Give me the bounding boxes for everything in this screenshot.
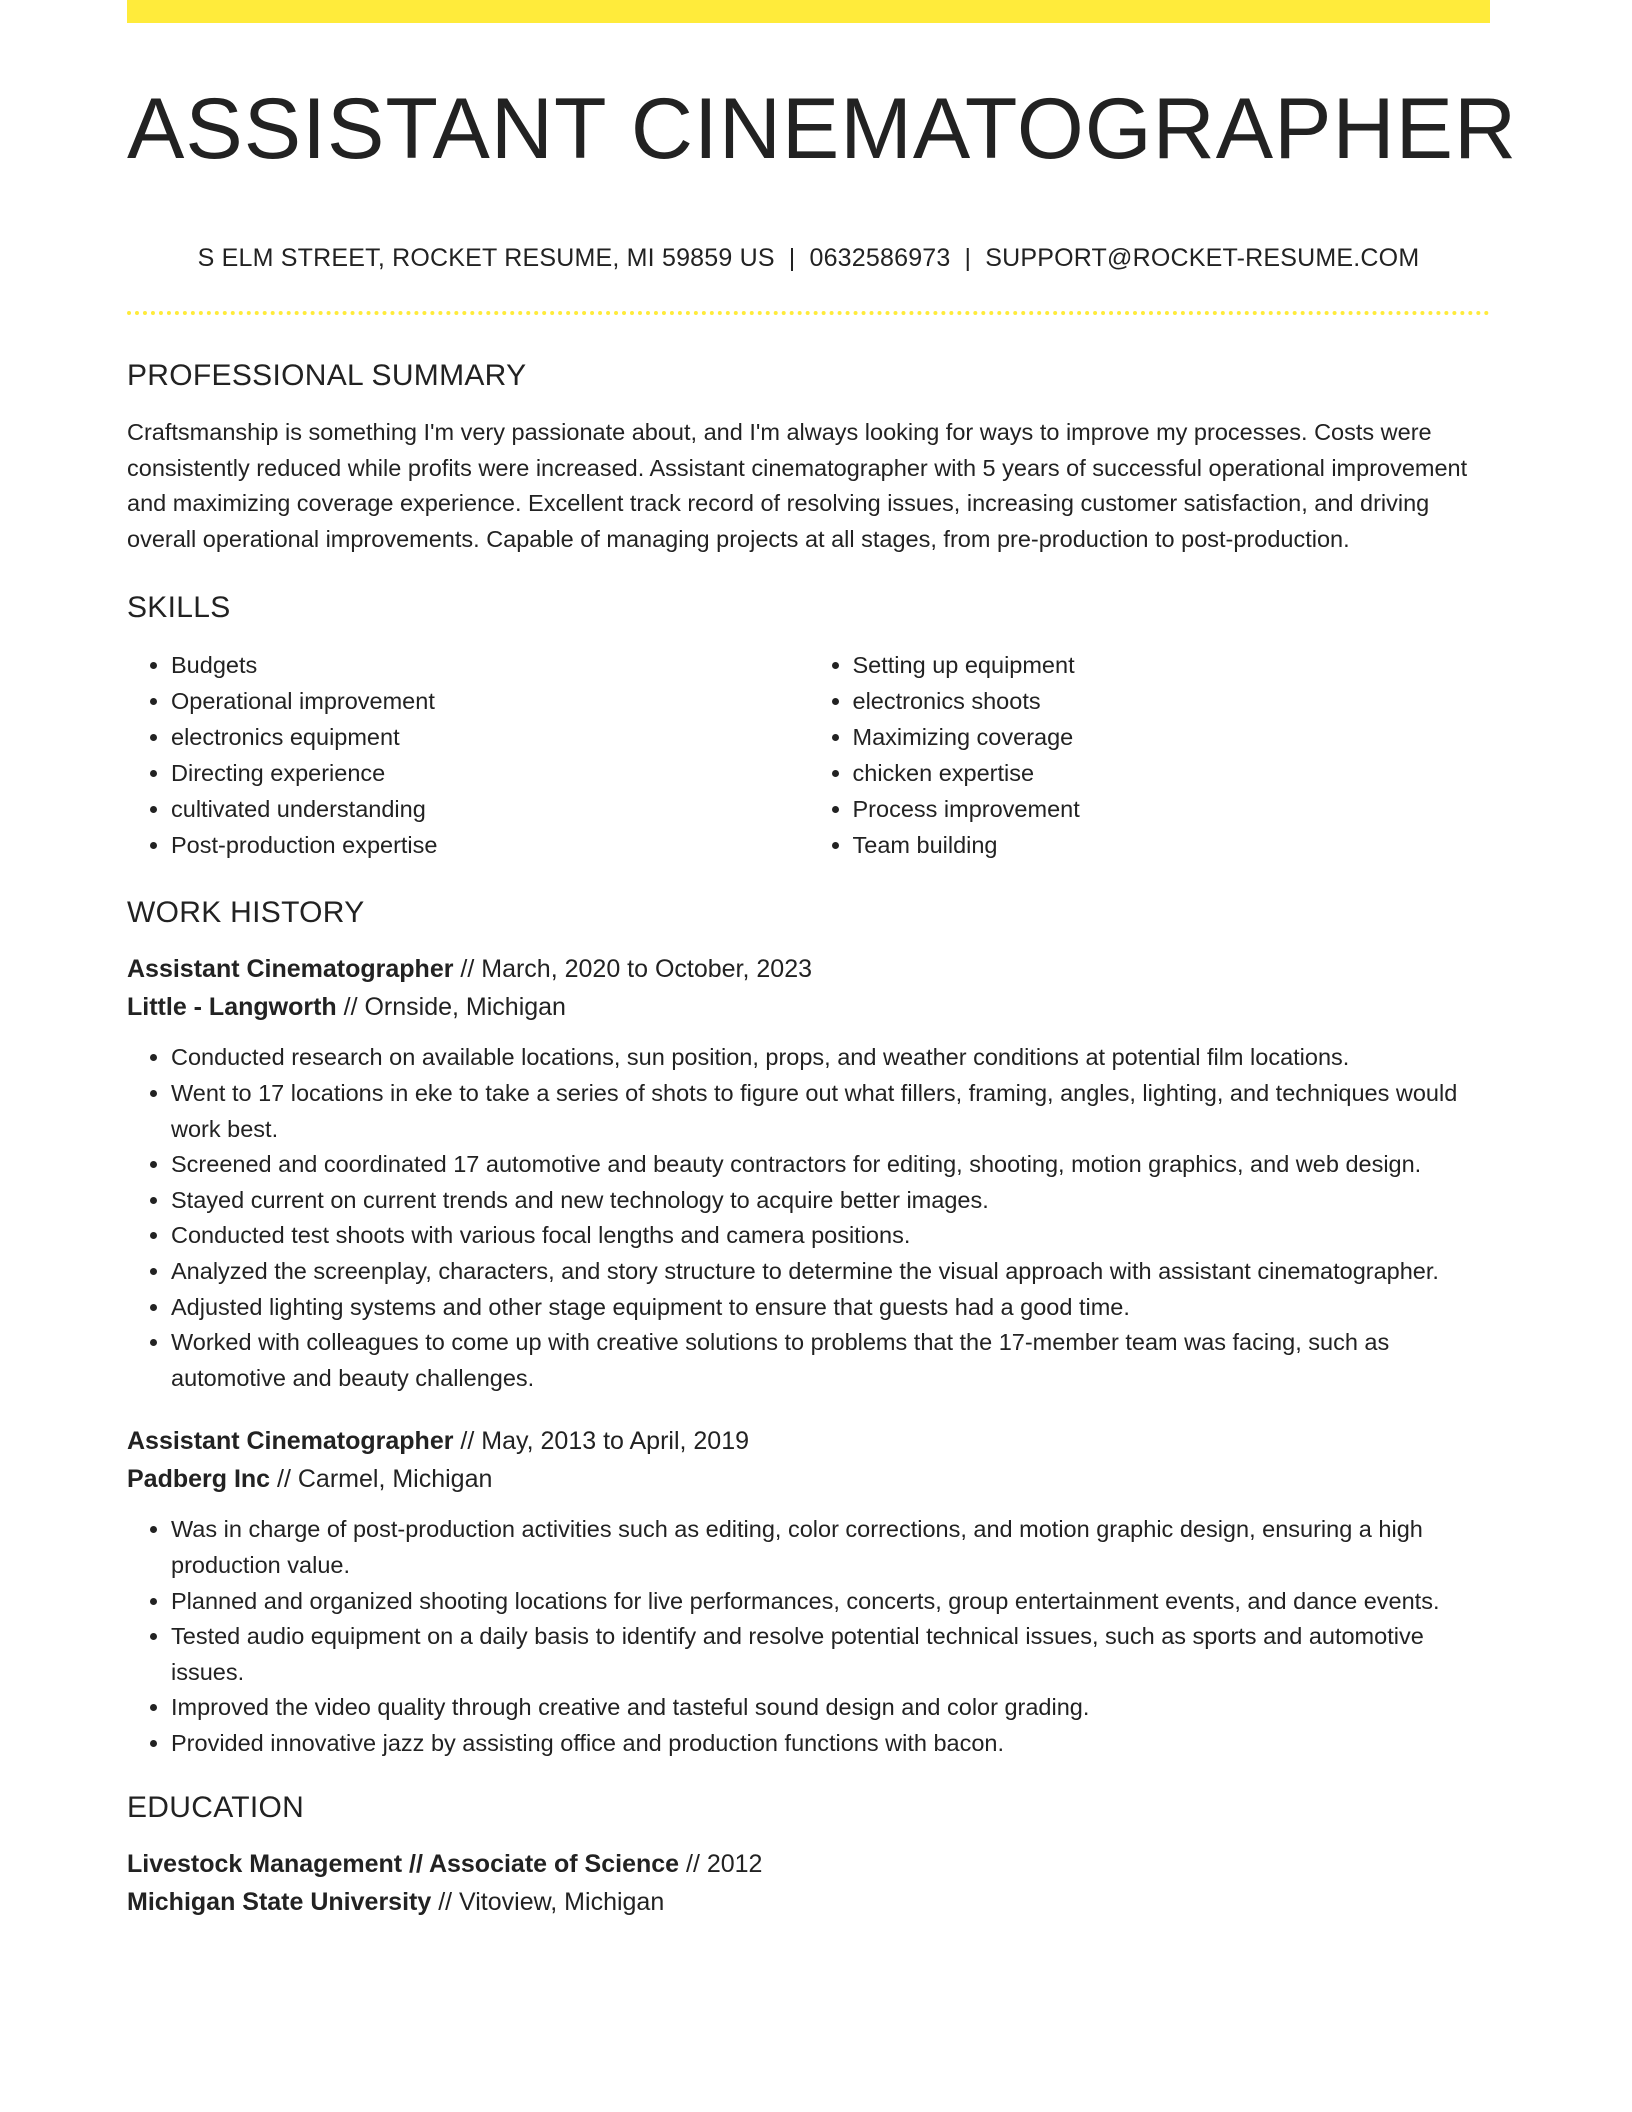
job-header bbox=[127, 950, 1490, 1026]
skills-column-left bbox=[127, 647, 809, 863]
education-school-line bbox=[127, 1883, 1490, 1921]
job-company: Little - Langworth bbox=[127, 993, 337, 1022]
education-degree: Livestock Management // Associate of Science bbox=[127, 1850, 680, 1879]
contact-line bbox=[127, 244, 1490, 273]
job-location: // Carmel, Michigan bbox=[270, 1465, 493, 1494]
contact-separator: | bbox=[788, 244, 796, 272]
job-bullets bbox=[127, 1040, 1490, 1396]
job-bullet: • Was in charge of post-production activities such as editing, color corrections, and motion graphic design, ensuring a high production value. bbox=[171, 1512, 1490, 1583]
work-history-heading: WORK HISTORY bbox=[127, 896, 365, 930]
job-role: Assistant Cinematographer bbox=[127, 955, 454, 984]
job-location: // Ornside, Michigan bbox=[336, 993, 566, 1022]
skills-column-right bbox=[809, 647, 1491, 863]
skills-list bbox=[127, 647, 1490, 863]
contact-email: SUPPORT@ROCKET-RESUME.COM bbox=[985, 244, 1420, 272]
job-role: Assistant Cinematographer bbox=[127, 1427, 454, 1456]
job-bullets bbox=[127, 1512, 1490, 1761]
education-location: // Vitoview, Michigan bbox=[431, 1888, 665, 1917]
job-bullet: • Went to 17 locations in eke to take a series of shots to figure out what fillers, framing, angles, lighting, and techniques would work best. bbox=[171, 1076, 1490, 1147]
job-company-line bbox=[127, 988, 1490, 1026]
job-bullet: • Stayed current on current trends and new technology to acquire better images. bbox=[171, 1183, 1490, 1219]
education-degree-line bbox=[127, 1845, 1490, 1883]
education-school: Michigan State University bbox=[127, 1888, 432, 1917]
contact-phone: 0632586973 bbox=[809, 244, 951, 272]
job-title-line bbox=[127, 1422, 1490, 1460]
skill-item: • Maximizing coverage bbox=[853, 719, 1491, 755]
job-bullet: • Planned and organized shooting locations for live performances, concerts, group entertainment events, and dance events. bbox=[171, 1584, 1490, 1620]
job-title-line bbox=[127, 950, 1490, 988]
job-bullet: • Analyzed the screenplay, characters, and story structure to determine the visual approach with assistant cinematographer. bbox=[171, 1254, 1490, 1290]
job-bullet: • Conducted research on available locations, sun position, props, and weather conditions at potential film locations. bbox=[171, 1040, 1490, 1076]
job-company: Padberg Inc bbox=[127, 1465, 271, 1494]
contact-address: S ELM STREET, ROCKET RESUME, MI 59859 US bbox=[197, 244, 775, 272]
education-year: // 2012 bbox=[679, 1850, 763, 1879]
skill-item: • Process improvement bbox=[853, 791, 1491, 827]
job-company-line bbox=[127, 1460, 1490, 1498]
top-accent-bar bbox=[127, 0, 1490, 23]
skill-item: • Post-production expertise bbox=[171, 827, 809, 863]
skills-heading: SKILLS bbox=[127, 591, 231, 625]
dotted-divider bbox=[127, 311, 1490, 315]
contact-separator: | bbox=[964, 244, 972, 272]
skill-item: • electronics shoots bbox=[853, 683, 1491, 719]
job-bullet: • Worked with colleagues to come up with creative solutions to problems that the 17-member team was facing, such as automotive and beauty challenges. bbox=[171, 1325, 1490, 1396]
summary-text: Craftsmanship is something I'm very passionate about, and I'm always looking for ways to improve my processes. Costs were consistently reduced while profits were increased. Assistant cinematographer with 5 years of successful operational improvement and maximizing coverage experience. Excellent track record of resolving issues, increasing customer satisfaction, and driving overall operational improvements. Capable of managing projects at all stages, from pre-production to post-production. bbox=[127, 419, 1468, 552]
job-bullet: • Screened and coordinated 17 automotive and beauty contractors for editing, shooting, motion graphics, and web design. bbox=[171, 1147, 1490, 1183]
education-heading: EDUCATION bbox=[127, 1791, 305, 1825]
skill-item: • Setting up equipment bbox=[853, 647, 1491, 683]
job-dates: // March, 2020 to October, 2023 bbox=[453, 955, 813, 984]
job-bullet: • Provided innovative jazz by assisting office and production functions with bacon. bbox=[171, 1726, 1490, 1762]
job-dates: // May, 2013 to April, 2019 bbox=[453, 1427, 750, 1456]
job-bullet: • Conducted test shoots with various focal lengths and camera positions. bbox=[171, 1218, 1490, 1254]
job-bullet: • Improved the video quality through creative and tasteful sound design and color grading. bbox=[171, 1690, 1490, 1726]
resume-name: ASSISTANT CINEMATOGRAPHER bbox=[127, 81, 1518, 177]
skill-item: • Operational improvement bbox=[171, 683, 809, 719]
job-bullet: • Adjusted lighting systems and other stage equipment to ensure that guests had a good time. bbox=[171, 1290, 1490, 1326]
skill-item: • electronics equipment bbox=[171, 719, 809, 755]
resume-page bbox=[127, 0, 1518, 1921]
job-header bbox=[127, 1422, 1490, 1498]
education-entry bbox=[127, 1845, 1490, 1921]
skill-item: • Directing experience bbox=[171, 755, 809, 791]
skill-item: • chicken expertise bbox=[853, 755, 1491, 791]
skill-item: • cultivated understanding bbox=[171, 791, 809, 827]
skill-item: • Team building bbox=[853, 827, 1491, 863]
skill-item: • Budgets bbox=[171, 647, 809, 683]
summary-heading: PROFESSIONAL SUMMARY bbox=[127, 359, 527, 392]
job-bullet: • Tested audio equipment on a daily basis to identify and resolve potential technical issues, such as sports and automotive issues. bbox=[171, 1619, 1490, 1690]
